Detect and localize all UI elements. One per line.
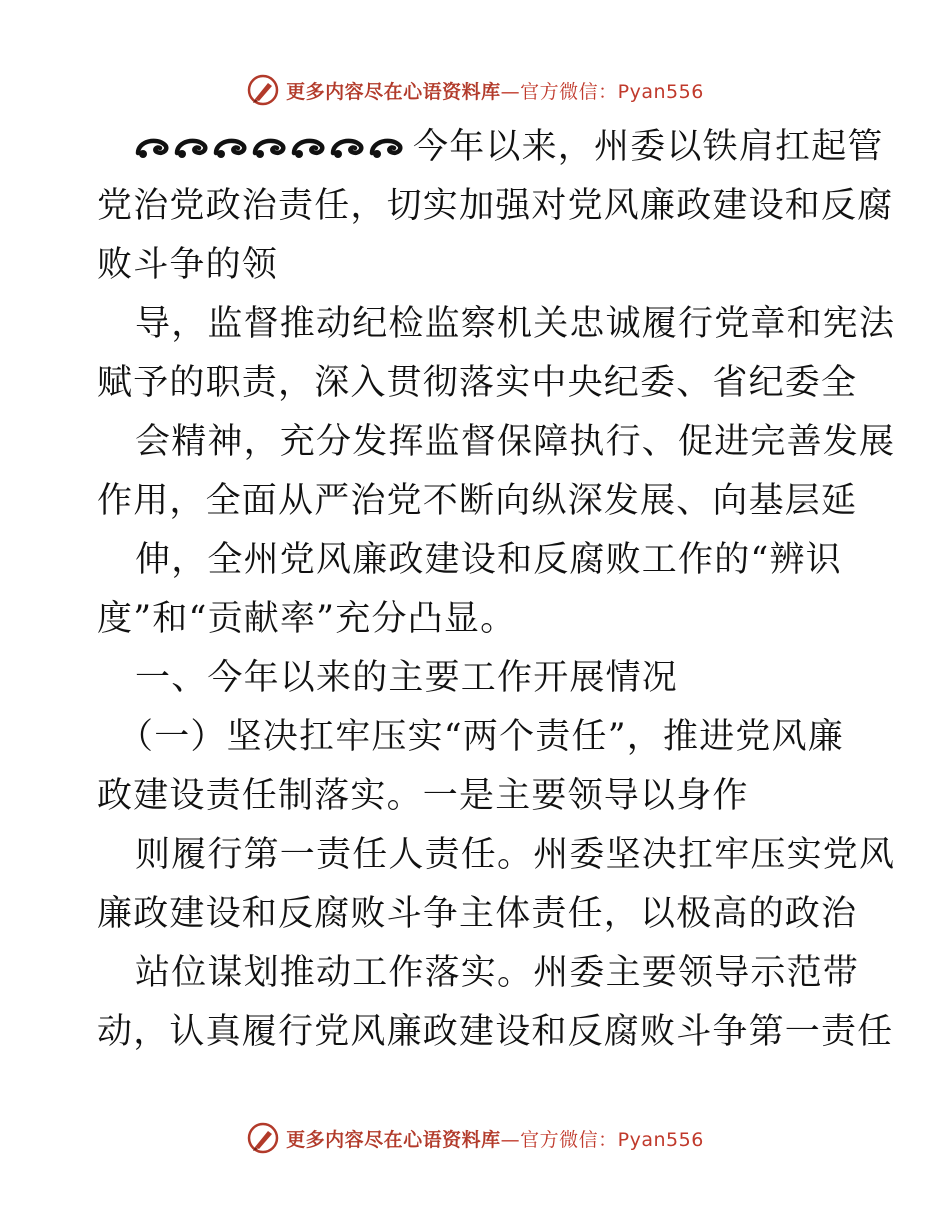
subsection-heading: （一）坚决扛牢压实“两个责任”，推进党风廉 (118, 717, 844, 757)
text-line: 站位谋划推动工作落实。州委主要领导示范带 (135, 953, 860, 993)
text-line: 廉政建设和反腐败斗争主体责任，以极高的政治 (97, 894, 858, 934)
pen-in-circle-logo-icon (246, 73, 280, 107)
text-line: 伸，全州党风廉政建设和反腐败工作的“辨识 (135, 540, 842, 580)
text-line: 动，认真履行党风廉政建设和反腐败斗争第一责任 (97, 1012, 894, 1052)
text-line: 赋予的职责，深入贯彻落实中央纪委、省纪委全 (97, 363, 858, 403)
header-wechat-text: —官方微信：Pyan556 (500, 80, 704, 103)
text-line: 败斗争的领 (97, 245, 279, 285)
text-line: 作用，全面从严治党不断向纵深发展、向基层延 (97, 481, 858, 521)
section-heading: 一、今年以来的主要工作开展情况 (135, 658, 679, 698)
footer-wechat-text: —官方微信：Pyan556 (500, 1128, 704, 1151)
header-banner (0, 70, 950, 110)
text-line: 导，监督推动纪检监察机关忠诚履行党章和宪法 (135, 304, 896, 344)
decorative-swirl-icon (135, 127, 413, 167)
header-brand-text: 更多内容尽在心语资料库 (286, 80, 501, 103)
footer-brand-text: 更多内容尽在心语资料库 (286, 1128, 501, 1151)
text-line: 度”和“贡献率”充分凸显。 (97, 599, 517, 639)
text-line: 会精神，充分发挥监督保障执行、促进完善发展 (135, 422, 896, 462)
text-line: 政建设责任制落实。一是主要领导以身作 (97, 776, 749, 816)
text-line: 党治党政治责任，切实加强对党风廉政建设和反腐 (97, 186, 894, 226)
text-line (135, 127, 884, 167)
footer-banner (0, 1118, 950, 1158)
pen-in-circle-logo-icon (246, 1121, 280, 1155)
text-line: 则履行第一责任人责任。州委坚决扛牢压实党风 (135, 835, 896, 875)
text-line-content: 今年以来，州委以铁肩扛起管 (413, 127, 884, 167)
